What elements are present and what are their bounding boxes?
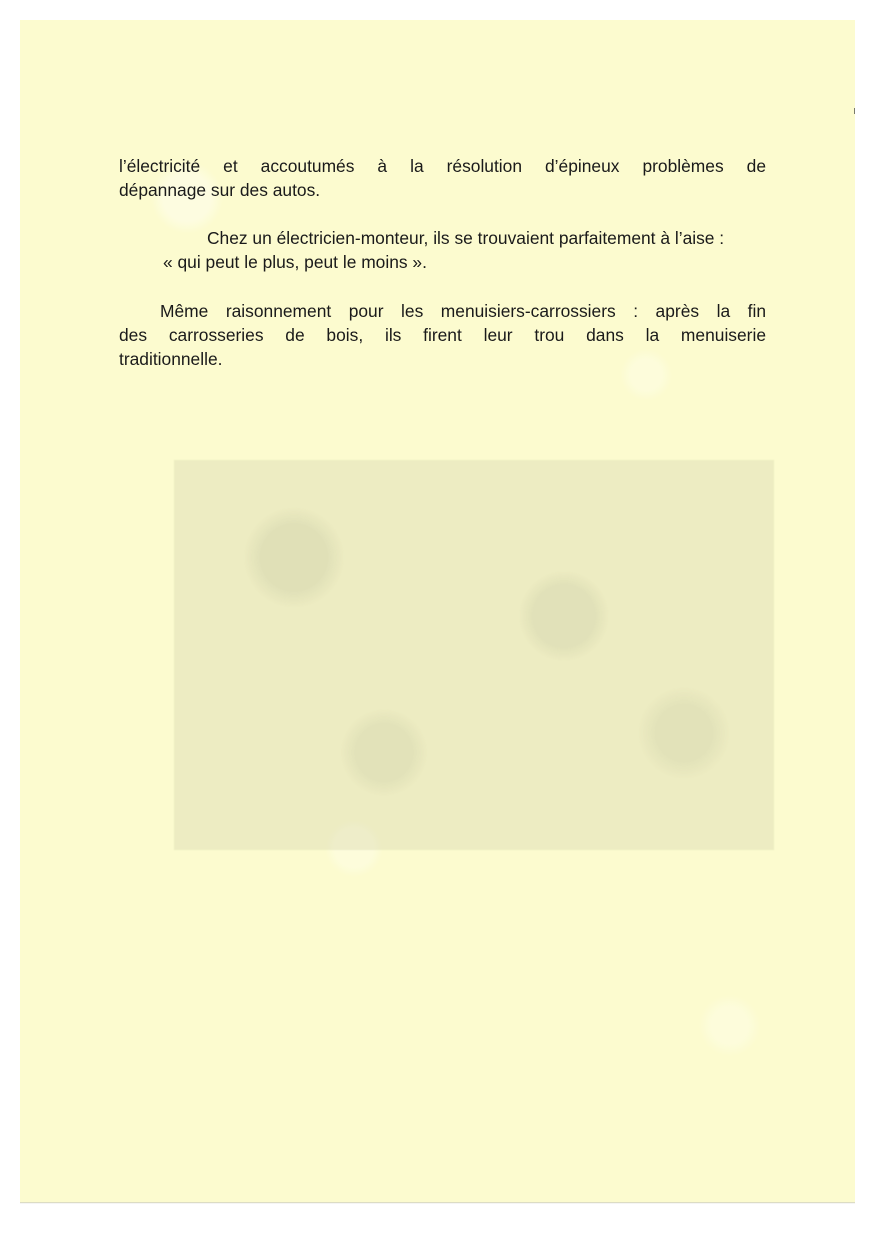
faded-photo-area (174, 460, 774, 850)
document-page (20, 20, 855, 1203)
paragraph-1-line-2: dépannage sur des autos. (119, 180, 321, 200)
paragraph-3-line-2: des carrosseries de bois, ils firent leur trou dans la menuiserie (119, 325, 766, 345)
page-bottom-edge (20, 1202, 855, 1203)
scan-edge-mark (854, 108, 855, 114)
paragraph-menuisiers (119, 299, 766, 371)
paragraph-3-line-1: Même raisonnement pour les menuisiers-carrossiers : après la fin (160, 301, 766, 321)
page-text (119, 154, 766, 371)
paragraph-1-line-1: l’électricité et accoutumés à la résolution d’épineux problèmes de (119, 156, 766, 176)
paragraph-2-line-1: Chez un électricien-monteur, ils se trouvaient parfaitement à l’aise : (207, 228, 725, 248)
paragraph-2-line-2: « qui peut le plus, peut le moins ». (163, 252, 427, 272)
paragraph-3-line-3: traditionnelle. (119, 349, 223, 369)
paragraph-electricien-monteur (119, 226, 766, 274)
paragraph-electricite (119, 154, 766, 202)
